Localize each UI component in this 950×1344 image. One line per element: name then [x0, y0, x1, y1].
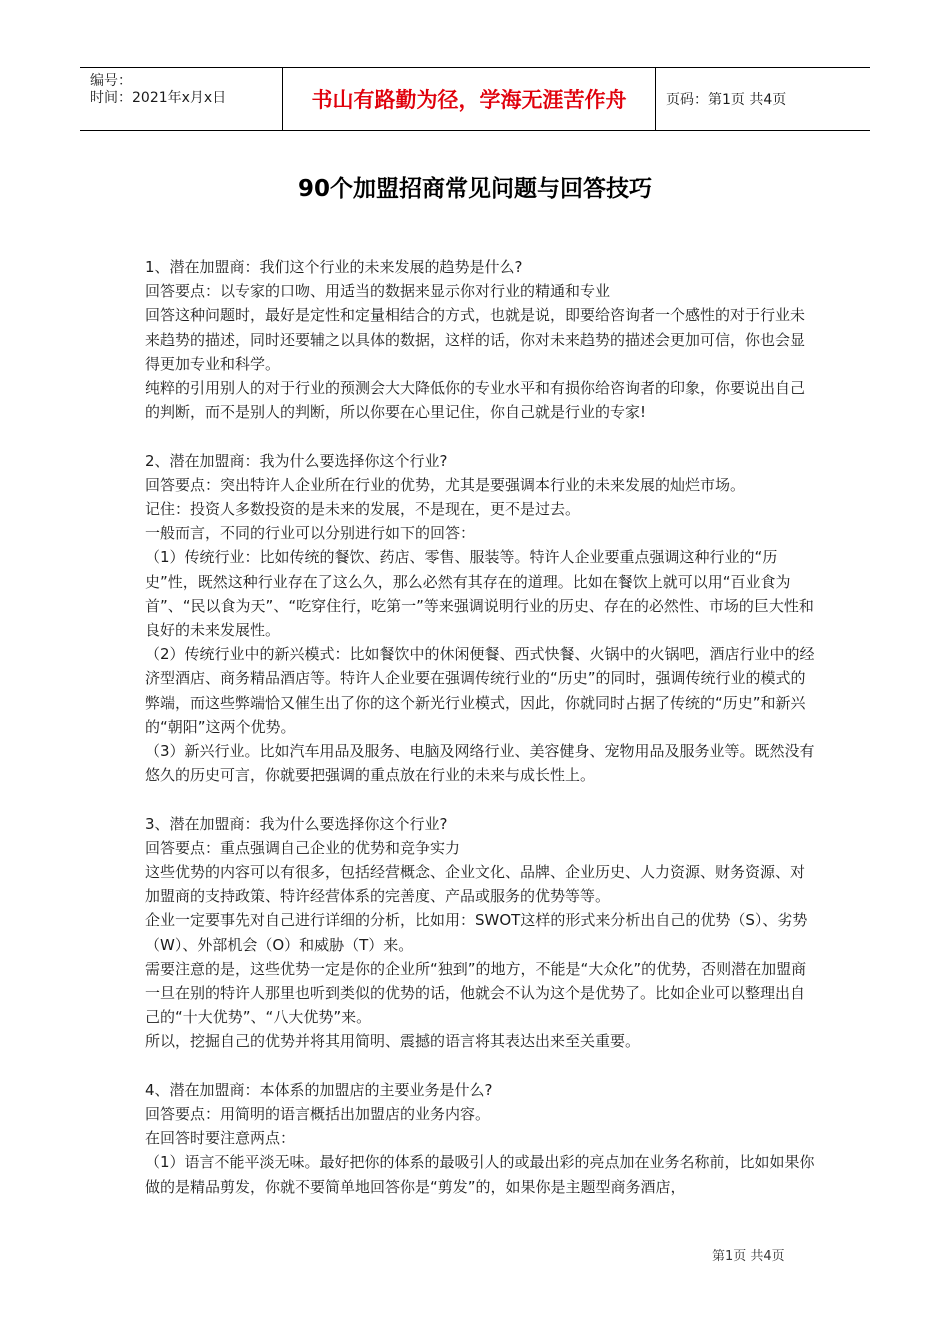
paragraph: 一般而言，不同的行业可以分别进行如下的回答：	[145, 524, 476, 543]
paragraph: 3、潜在加盟商：我为什么要选择你这个行业?	[145, 814, 448, 833]
paragraph: 记住：投资人多数投资的是未来的发展，不是现在，更不是过去。	[145, 500, 581, 519]
paragraph: （2）传统行业中的新兴模式：比如餐饮中的休闲便餐、西式快餐、火锅中的火锅吧，酒店行业中的经济型酒店、商务精品酒店等。特许人企业要在强调传统行业的“历史”的同时，强调传统行业的模式的弊端，而这些弊端恰又催生出了你的这个新光行业模式，因此，你就同时占据了传统的“历史”和新兴的“朝阳”这两个优势。	[145, 645, 815, 736]
paragraph: 1、潜在加盟商：我们这个行业的未来发展的趋势是什么?	[145, 258, 523, 276]
paragraph: 需要注意的是，这些优势一定是你的企业所“独到”的地方，不能是“大众化”的优势，否则潜在加盟商一旦在别的特许人那里也听到类似的优势的话，他就会不认为这个是优势了。比如企业可以整理出自己的“十大优势”、“八大优势”来。	[145, 959, 807, 1027]
page-header	[80, 67, 870, 131]
paragraph: 回答要点：重点强调自己企业的优势和竞争实力	[145, 838, 461, 857]
paragraph: 2、潜在加盟商：我为什么要选择你这个行业?	[145, 451, 448, 470]
paragraph-gap	[145, 1054, 815, 1078]
paragraph: 4、潜在加盟商：本体系的加盟店的主要业务是什么?	[145, 1080, 493, 1099]
paragraph: 回答要点：突出特许人企业所在行业的优势，尤其是要强调本行业的未来发展的灿烂市场。	[145, 475, 746, 494]
header-page-info: 页码：第1页 共4页	[666, 92, 787, 108]
paragraph: 企业一定要事先对自己进行详细的分析，比如用：SWOT这样的形式来分析出自己的优势（S）、劣势（W）、外部机会（O）和威胁（T）来。	[145, 911, 808, 954]
paragraph: 回答这种问题时，最好是定性和定量相结合的方式，也就是说，即要给咨询者一个感性的对于行业未来趋势的描述，同时还要辅之以具体的数据，这样的话，你对未来趋势的描述会更加可信，你也会显得更加专业和科学。	[145, 306, 806, 373]
paragraph: 纯粹的引用别人的对于行业的预测会大大降低你的专业水平和有损你给咨询者的印象，你要说出自己的判断，而不是别人的判断，所以你要在心里记住，你自己就是行业的专家!	[145, 379, 806, 422]
paragraph: 回答要点：以专家的口吻、用适当的数据来显示你对行业的精通和专业	[145, 282, 611, 301]
header-motto: 书山有路勤为径，学海无涯苦作舟	[282, 68, 656, 130]
document-title: 90个加盟招商常见问题与回答技巧	[297, 176, 652, 202]
paragraph: 在回答时要注意两点：	[145, 1129, 296, 1148]
paragraph-gap	[145, 424, 815, 448]
time-label: 时间：2021年x月x日	[90, 90, 227, 106]
paragraph: 这些优势的内容可以有很多，包括经营概念、企业文化、品牌、企业历史、人力资源、财务资源、对加盟商的支持政策、特许经营体系的完善度、产品或服务的优势等等。	[145, 863, 806, 906]
paragraph: （1）语言不能平淡无味。最好把你的体系的最吸引人的或最出彩的亮点加在业务名称前，比如如果你做的是精品剪发，你就不要简单地回答你是“剪发”的，如果你是主题型商务酒店，	[145, 1153, 815, 1196]
paragraph-gap	[145, 787, 815, 811]
paragraph: 回答要点：用简明的语言概括出加盟店的业务内容。	[145, 1105, 491, 1124]
paragraph: （3）新兴行业。比如汽车用品及服务、电脑及网络行业、美容健身、宠物用品及服务业等。既然没有悠久的历史可言，你就要把强调的重点放在行业的未来与成长性上。	[145, 742, 815, 785]
page-footer: 第1页 共4页	[712, 1249, 785, 1264]
document-body	[145, 255, 815, 1199]
paragraph: 所以，挖掘自己的优势并将其用简明、震撼的语言将其表达出来至关重要。	[145, 1032, 641, 1051]
header-meta	[80, 68, 282, 130]
paragraph: （1）传统行业：比如传统的餐饮、药店、零售、服装等。特许人企业要重点强调这种行业的“历史”性，既然这种行业存在了这么久，那么必然有其存在的道理。比如在餐饮上就可以用“百业食为首”、“民以食为天”、“吃穿住行，吃第一”等来强调说明行业的历史、存在的必然性、市场的巨大性和良好的未来发展性。	[145, 548, 814, 640]
number-label: 编号：	[90, 73, 132, 89]
